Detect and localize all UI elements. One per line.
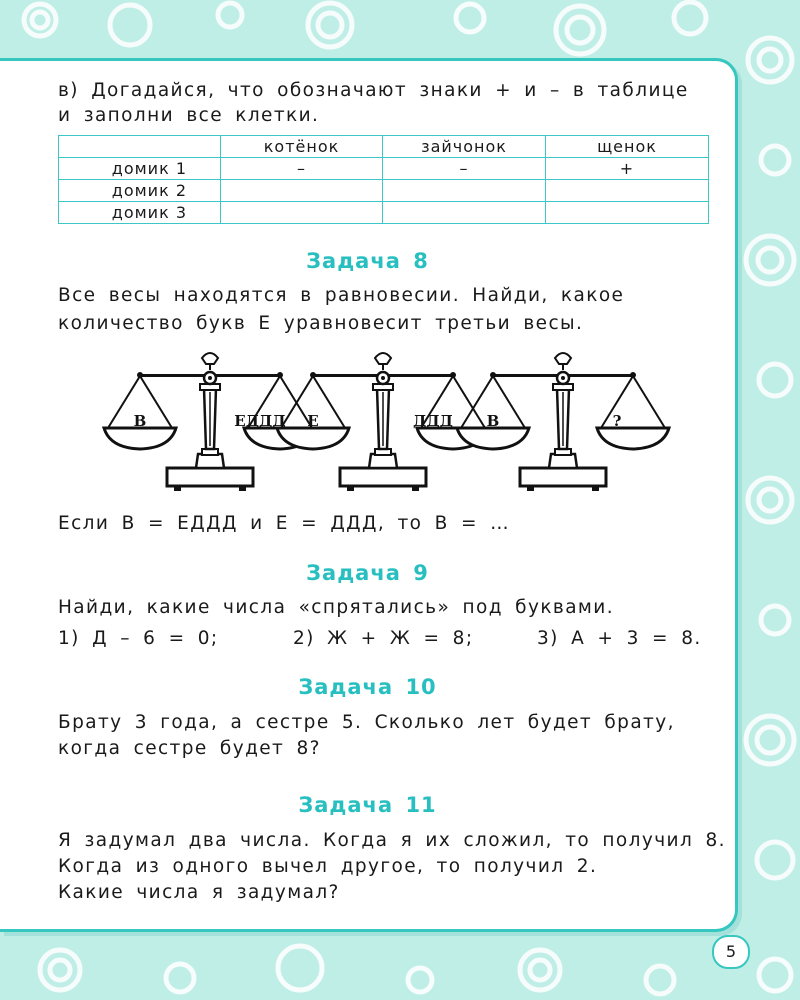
task-11-line-1: Я задумал два числа. Когда я их сложил, то получил 8. xyxy=(58,830,726,851)
scale-3-right-label: ? xyxy=(612,412,622,430)
page-number: 5 xyxy=(712,935,750,969)
table-header-cell xyxy=(59,136,221,158)
scale-1-right-label: ЕДДД xyxy=(234,412,286,430)
scale-1-left-label: В xyxy=(133,412,147,430)
table-cell: + xyxy=(546,158,709,180)
task-9-line-1: Найди, какие числа «спрятались» под буквами. xyxy=(58,597,614,618)
task-8-title: Задача 8 xyxy=(306,249,429,273)
part-v-line-1: в) Догадайся, что обозначают знаки + и – в таблице xyxy=(58,80,689,101)
task-8-hint: Если В = ЕДДД и Е = ДДД, то В = … xyxy=(58,513,511,534)
scale-2-left-label: Е xyxy=(307,412,319,430)
row-label: домик 3 xyxy=(59,202,221,224)
task-9-equation-3: 3) А + 3 = 8. xyxy=(537,628,702,649)
task-9-title: Задача 9 xyxy=(306,561,429,585)
task-11-line-3: Какие числа я задумал? xyxy=(58,882,340,903)
table-header-cell: зайчонок xyxy=(383,136,546,158)
task-10-line-2: когда сестре будет 8? xyxy=(58,738,321,759)
part-v-line-2: и заполни все клетки. xyxy=(58,105,320,126)
task-8-line-1: Все весы находятся в равновесии. Найди, какое xyxy=(58,285,625,306)
table-cell xyxy=(383,202,546,224)
task-9-equation-1: 1) Д – 6 = 0; xyxy=(58,628,219,649)
table-cell xyxy=(221,202,383,224)
table-header-cell: щенок xyxy=(546,136,709,158)
scale-2-right-label: ДДД xyxy=(412,412,454,430)
balance-scales-illustration xyxy=(128,346,622,496)
task-10-line-1: Брату 3 года, а сестре 5. Сколько лет будет брату, xyxy=(58,712,675,733)
table-row xyxy=(59,180,709,202)
houses-table xyxy=(58,135,709,224)
table-cell xyxy=(221,180,383,202)
table-row xyxy=(59,158,709,180)
table-cell xyxy=(546,202,709,224)
task-11-title: Задача 11 xyxy=(298,793,437,817)
table-header-row xyxy=(59,136,709,158)
table-cell xyxy=(383,180,546,202)
table-cell: – xyxy=(221,158,383,180)
task-8-line-2: количество букв Е уравновесит третьи весы. xyxy=(58,313,584,334)
table-header-cell: котёнок xyxy=(221,136,383,158)
table-cell xyxy=(546,180,709,202)
scale-3-left-label: В xyxy=(486,412,500,430)
task-9-equation-2: 2) Ж + Ж = 8; xyxy=(293,628,474,649)
task-11-line-2: Когда из одного вычел другое, то получил 2. xyxy=(58,856,598,877)
table-cell: – xyxy=(383,158,546,180)
row-label: домик 1 xyxy=(59,158,221,180)
table-row xyxy=(59,202,709,224)
row-label: домик 2 xyxy=(59,180,221,202)
task-10-title: Задача 10 xyxy=(298,675,437,699)
